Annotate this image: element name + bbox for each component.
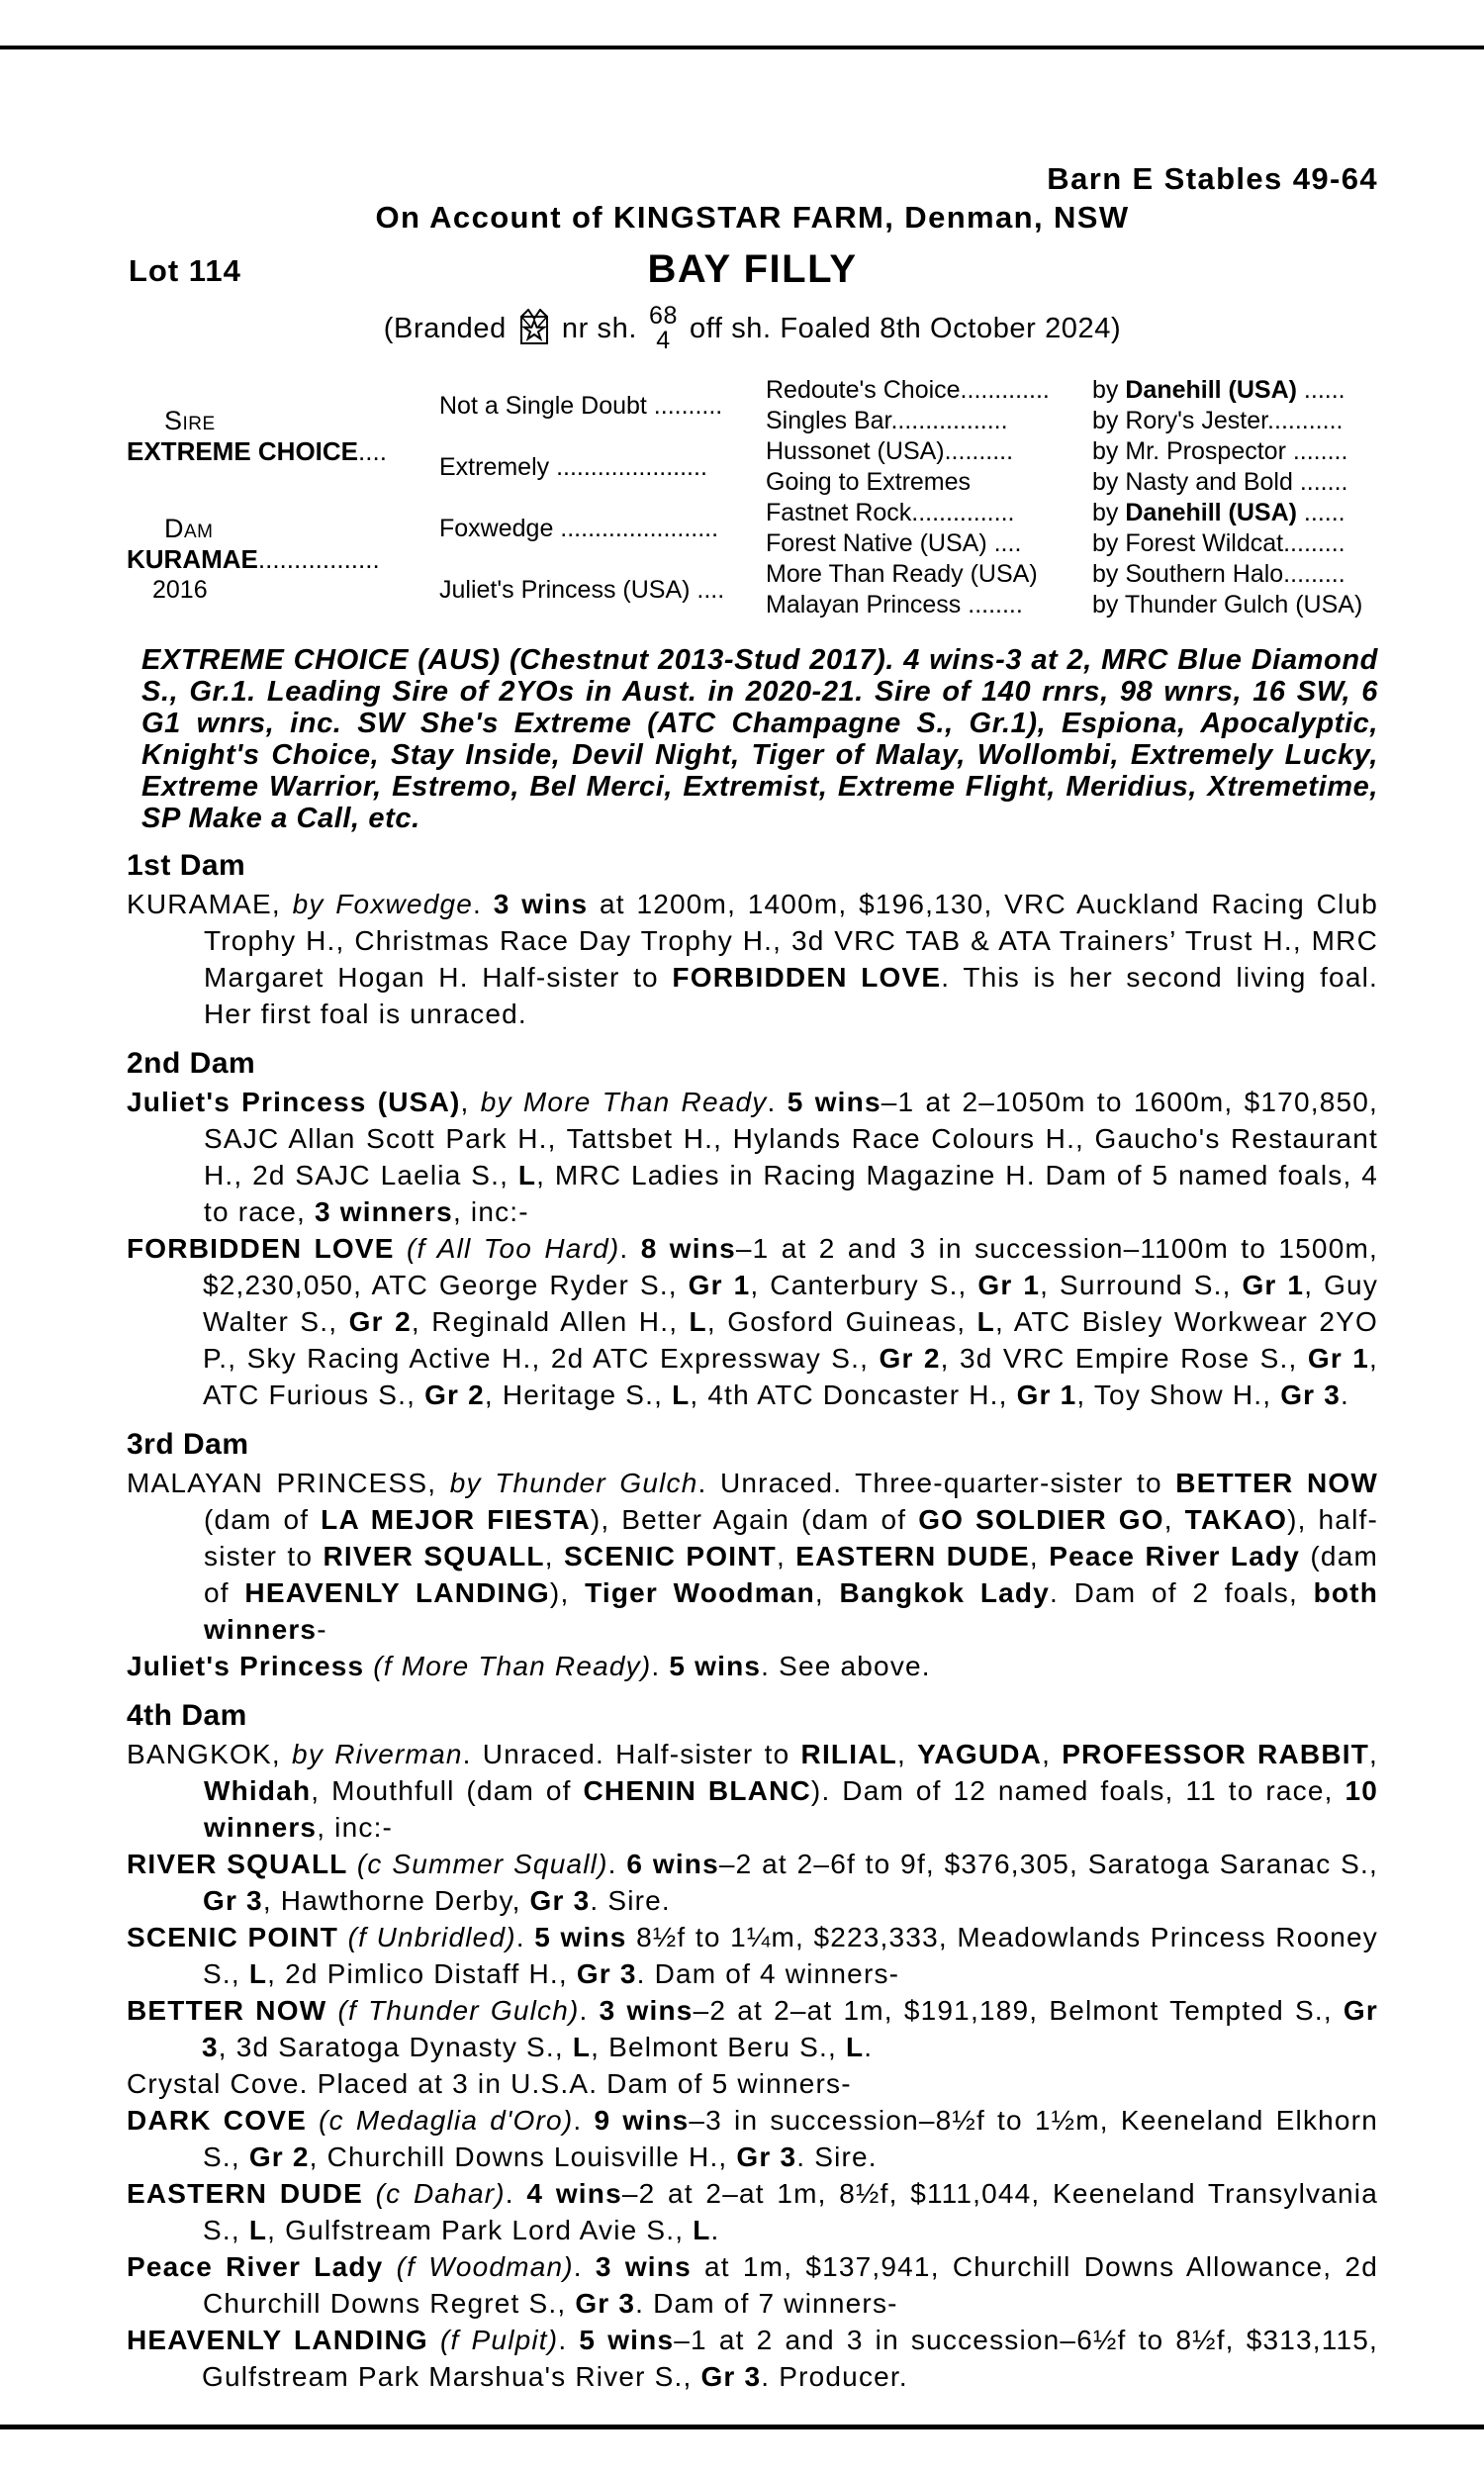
pedigree-row <box>766 436 1378 467</box>
ancestor-name: Forest Native (USA) .... <box>766 529 1022 557</box>
pedigree-table <box>127 375 1378 620</box>
ancestor-name: Malayan Princess ........ <box>766 591 1023 618</box>
ancestor-name: Fastnet Rock............... <box>766 499 1015 526</box>
paragraph-eastern-dude: EASTERN DUDE (c Dahar). 4 wins–2 at 2–at 1m, 8½f, $111,044, Keeneland Transylvania S., L, Gulfstream Park Lord Avie S., L. <box>127 2178 1378 2245</box>
brand-number-top: 68 <box>649 302 679 330</box>
pedigree-greatgrandparents-column <box>766 375 1378 620</box>
sire-summary: EXTREME CHOICE (AUS) (Chestnut 2013-Stud 2017). 4 wins-3 at 2, MRC Blue Diamond S., Gr.1. Leading Sire of 2YOs in Aust. in 2020-21. Sire of 140 rnrs, 98 wnrs, 16 SW, 6 G1 wnrs, inc. SW She's Extreme (ATC Champagne S., Gr.1), Espiona, Apocalyptic, Knight's Choice, Stay Inside, Devil Night, Tiger of Malay, Wollombi, Extremely Lucky, Extreme Warrior, Estremo, Bel Merci, Extremist, Extreme Flight, Meridius, Xtremetime, SP Make a Call, etc. <box>141 644 1378 834</box>
ancestor-name: Singles Bar................. <box>766 407 1008 434</box>
branded-suffix: off sh. Foaled 8th October 2024) <box>690 312 1122 344</box>
grandparent: Not a Single Doubt .......... <box>439 391 723 420</box>
brand-number-bottom: 4 <box>656 327 671 354</box>
pedigree-parents-column <box>127 375 439 620</box>
pedigree-row <box>766 375 1378 406</box>
barn-stables: Barn E Stables 49-64 <box>1047 161 1378 196</box>
paragraph-kuramae: KURAMAE, by Foxwedge. 3 wins at 1200m, 1400m, $196,130, VRC Auckland Racing Club Trophy H., Christmas Race Day Trophy H., 3d VRC TAB & ATA Trainers’ Trust H., MRC Margaret Hogan H. Half-sister to FORBIDDEN LOVE. This is her second living foal. Her first foal is unraced. <box>127 889 1378 1029</box>
paragraph-scenic-point: SCENIC POINT (f Unbridled). 5 wins 8½f to 1¼m, $223,333, Meadowlands Princess Rooney S., L, 2d Pimlico Distaff H., Gr 3. Dam of 4 winners- <box>127 1922 1378 1989</box>
paragraph-juliets-princess: Juliet's Princess (USA), by More Than Ready. 5 wins–1 at 2–1050m to 1600m, $170,850, SAJC Allan Scott Park H., Tattsbet H., Hylands Race Colours H., Gaucho's Restaurant H., 2d SAJC Laelia S., L, MRC Ladies in Racing Magazine H. Dam of 5 named foals, 4 to race, 3 winners, inc:- <box>127 1087 1378 1227</box>
ancestor-sire: by Nasty and Bold ....... <box>1092 468 1348 496</box>
ancestor-name: Hussonet (USA).......... <box>766 437 1014 465</box>
brand-mark-icon <box>518 309 550 348</box>
pedigree-row <box>766 406 1378 436</box>
ancestor-sire: by Southern Halo......... <box>1092 560 1345 588</box>
lot-number: Lot 114 <box>129 253 241 288</box>
pedigree-row <box>766 559 1378 590</box>
pedigree-grandparents-column <box>439 375 766 620</box>
sire-name: EXTREME CHOICE.... <box>127 436 387 466</box>
ancestor-name: Going to Extremes <box>766 468 972 496</box>
ancestor-sire: by Danehill (USA) ...... <box>1092 376 1345 404</box>
paragraph-crystal-cove: Crystal Cove. Placed at 3 in U.S.A. Dam of 5 winners- <box>127 2068 852 2099</box>
paragraph-juliets-note: Juliet's Princess (f More Than Ready). 5 wins. See above. <box>127 1651 931 1681</box>
ancestor-name: Redoute's Choice............. <box>766 376 1050 404</box>
vendor-account: On Account of KINGSTAR FARM, Denman, NSW <box>375 200 1130 235</box>
sire-role-label: Sire <box>164 406 216 435</box>
grandparent: Extremely ...................... <box>439 452 707 481</box>
dam-group <box>127 498 439 620</box>
paragraph-malayan-princess: MALAYAN PRINCESS, by Thunder Gulch. Unraced. Three-quarter-sister to BETTER NOW (dam of LA MEJOR FIESTA), Better Again (dam of GO SOLDIER GO, TAKAO), half-sister to RIVER SQUALL, SCENIC POINT, EASTERN DUDE, Peace River Lady (dam of HEAVENLY LANDING), Tiger Woodman, Bangkok Lady. Dam of 2 foals, both winners- <box>127 1468 1379 1645</box>
ancestor-sire: by Forest Wildcat......... <box>1092 529 1345 557</box>
ancestor-sire: by Danehill (USA) ...... <box>1092 499 1345 526</box>
pedigree-row <box>766 498 1378 528</box>
sire-group <box>127 375 439 498</box>
ancestor-sire: by Thunder Gulch (USA) <box>1092 591 1363 618</box>
paragraph-dark-cove: DARK COVE (c Medaglia d'Oro). 9 wins–3 in succession–8½f to 1½m, Keeneland Elkhorn S., Gr 2, Churchill Downs Louisville H., Gr 3. Sire. <box>127 2105 1378 2172</box>
paragraph-better-now: BETTER NOW (f Thunder Gulch). 3 wins–2 at 2–at 1m, $191,189, Belmont Tempted S., Gr 3, 3d Saratoga Dynasty S., L, Belmont Beru S., L. <box>127 1995 1378 2062</box>
paragraph-peace-river-lady: Peace River Lady (f Woodman). 3 wins at 1m, $137,941, Churchill Downs Allowance, 2d Churchill Downs Regret S., Gr 3. Dam of 7 winners- <box>127 2251 1378 2319</box>
heading-2nd-dam: 2nd Dam <box>127 1047 256 1080</box>
heading-3rd-dam: 3rd Dam <box>127 1428 249 1461</box>
paragraph-heavenly-landing: HEAVENLY LANDING (f Pulpit). 5 wins–1 at 2 and 3 in succession–6½f to 8½f, $313,115, Gulfstream Park Marshua's River S., Gr 3. Producer. <box>127 2325 1378 2392</box>
heading-4th-dam: 4th Dam <box>127 1699 247 1732</box>
pedigree-row <box>766 467 1378 498</box>
paragraph-forbidden-love: FORBIDDEN LOVE (f All Too Hard). 8 wins–1 at 2 and 3 in succession–1100m to 1500m, $2,230,050, ATC George Ryder S., Gr 1, Canterbury S., Gr 1, Surround S., Gr 1, Guy Walter S., Gr 2, Reginald Allen H., L, Gosford Guineas, L, ATC Bisley Workwear 2YO P., Sky Racing Active H., 2d ATC Expressway S., Gr 2, 3d VRC Empire Rose S., Gr 1, ATC Furious S., Gr 2, Heritage S., L, 4th ATC Doncaster H., Gr 1, Toy Show H., Gr 3. <box>127 1233 1379 1410</box>
branded-prefix: (Branded <box>383 312 507 344</box>
paragraph-bangkok: BANGKOK, by Riverman. Unraced. Half-sister to RILIAL, YAGUDA, PROFESSOR RABBIT, Whidah, Mouthfull (dam of CHENIN BLANC). Dam of 12 named foals, 11 to race, 10 winners, inc:- <box>127 1739 1379 1843</box>
bottom-rule <box>0 2425 1484 2429</box>
lot-title-row <box>127 246 1378 294</box>
branding-line <box>127 300 1378 357</box>
pedigree-row <box>766 528 1378 559</box>
ancestor-sire: by Rory's Jester........... <box>1092 407 1344 434</box>
dam-year: 2016 <box>152 575 208 604</box>
dam-role-label: Dam <box>164 513 214 543</box>
grandparent: Foxwedge ....................... <box>439 514 719 542</box>
page-content <box>127 49 1378 2395</box>
dam-name: KURAMAE................. <box>127 543 380 574</box>
horse-title: BAY FILLY <box>647 247 858 291</box>
ancestor-name: More Than Ready (USA) <box>766 560 1038 588</box>
grandparent: Juliet's Princess (USA) .... <box>439 575 725 604</box>
pedigree-row <box>766 590 1378 620</box>
brand-number <box>649 304 678 353</box>
heading-1st-dam: 1st Dam <box>127 849 246 882</box>
ancestor-sire: by Mr. Prospector ........ <box>1092 437 1348 465</box>
branded-near-shoulder: nr sh. <box>561 312 638 344</box>
paragraph-river-squall: RIVER SQUALL (c Summer Squall). 6 wins–2 at 2–6f to 9f, $376,305, Saratoga Saranac S., Gr 3, Hawthorne Derby, Gr 3. Sire. <box>127 1849 1378 1916</box>
